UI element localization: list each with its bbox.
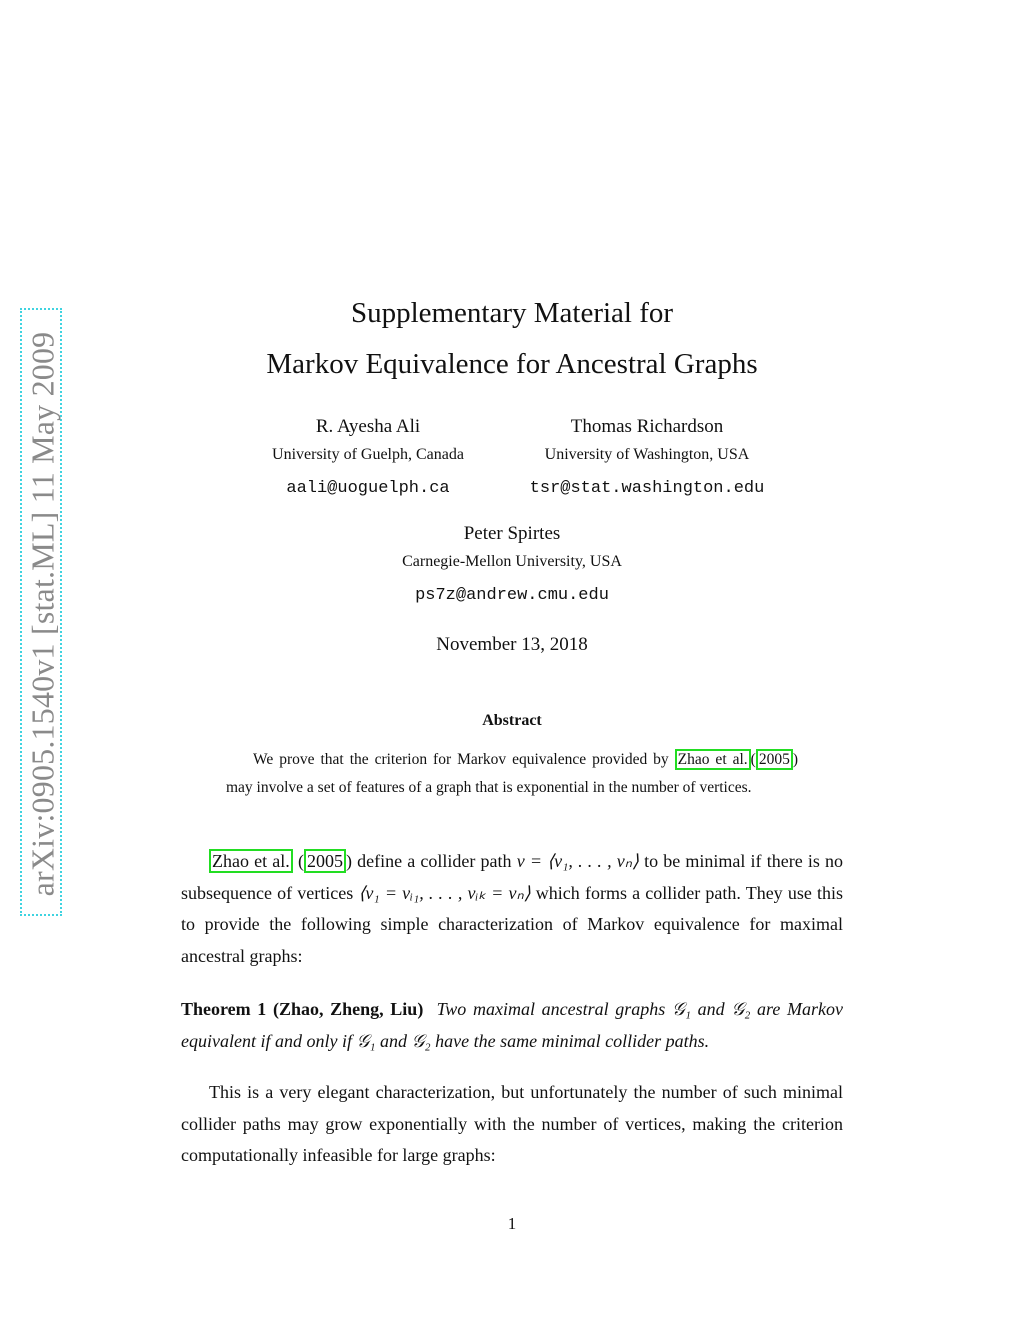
paragraph-collider-path [181, 846, 843, 972]
math-g2: 𝒢₂ [411, 1030, 431, 1051]
author-affiliation: University of Guelph, Canada [272, 446, 464, 463]
math-g1: 𝒢₁ [356, 1030, 376, 1051]
paragraph-elegant-characterization: This is a very elegant characterization, but unfortunately the number of such minimal collider paths may grow exponentially with the number of vertices, making the criterion computationally infeasible for large graphs: [181, 1082, 843, 1165]
abstract-text-after: ) may involve a set of features of a graph that is exponential in the number of vertices. [226, 751, 798, 796]
math-g1: 𝒢₁ [671, 999, 691, 1019]
theorem-text: and [691, 999, 732, 1019]
citation-link-authors[interactable]: Zhao et al. [675, 749, 751, 770]
theorem-text: Two maximal ancestral graphs [436, 999, 672, 1019]
author-name: Thomas Richardson [570, 416, 724, 437]
title-line-1: Supplementary Material for [350, 297, 674, 329]
page-number: 1 [507, 1214, 517, 1233]
paper-date: November 13, 2018 [436, 634, 588, 655]
theorem-1 [181, 994, 843, 1057]
citation-link-year[interactable]: 2005 [756, 749, 793, 770]
math-collider-path: ν = ⟨v₁, . . . , vₙ⟩ [516, 851, 639, 871]
abstract-text [226, 746, 798, 802]
author-block-richardson [507, 416, 787, 498]
abstract-text-before: We prove that the criterion for Markov equivalence provided by [253, 751, 675, 768]
theorem-text: have the same minimal collider paths. [430, 1030, 710, 1051]
author-email: tsr@stat.washington.edu [529, 479, 765, 498]
author-name: R. Ayesha Ali [315, 416, 421, 437]
author-affiliation: University of Washington, USA [544, 446, 750, 463]
arxiv-stamp-text: arXiv:0905.1540v1 [stat.ML] 11 May 2009 [24, 331, 61, 897]
theorem-label: Theorem 1 (Zhao, Zheng, Liu) [181, 999, 424, 1019]
paragraph-text: to be minimal if there is no subsequence of vertices [181, 851, 844, 903]
math-subsequence: ⟨v₁ = vᵢ₁, . . . , vᵢₖ = vₙ⟩ [358, 882, 531, 903]
author-name: Peter Spirtes [463, 523, 561, 544]
theorem-text: are Markov equivalent if and only if [181, 999, 844, 1051]
open-paren: ( [750, 751, 756, 768]
arxiv-stamp-link[interactable] [20, 308, 62, 916]
math-g2: 𝒢₂ [731, 999, 751, 1019]
author-email: ps7z@andrew.cmu.edu [415, 586, 609, 605]
title-line-2: Markov Equivalence for Ancestral Graphs [266, 348, 758, 380]
author-affiliation: Carnegie-Mellon University, USA [402, 553, 622, 570]
open-paren: ( [297, 851, 304, 871]
paragraph-text: ) define a collider path [345, 851, 517, 871]
citation-link-year[interactable]: 2005 [304, 849, 346, 873]
theorem-text: and [375, 1030, 412, 1051]
paragraph-text: which forms a collider path. They use this to provide the following simple characterization of Markov equivalence for maximal ancestral graphs: [181, 882, 843, 966]
author-email: aali@uoguelph.ca [286, 479, 450, 498]
citation-link-authors[interactable]: Zhao et al. [209, 849, 293, 873]
abstract-heading: Abstract [482, 712, 542, 729]
author-block-spirtes [372, 523, 652, 605]
author-block-ali [228, 416, 508, 498]
